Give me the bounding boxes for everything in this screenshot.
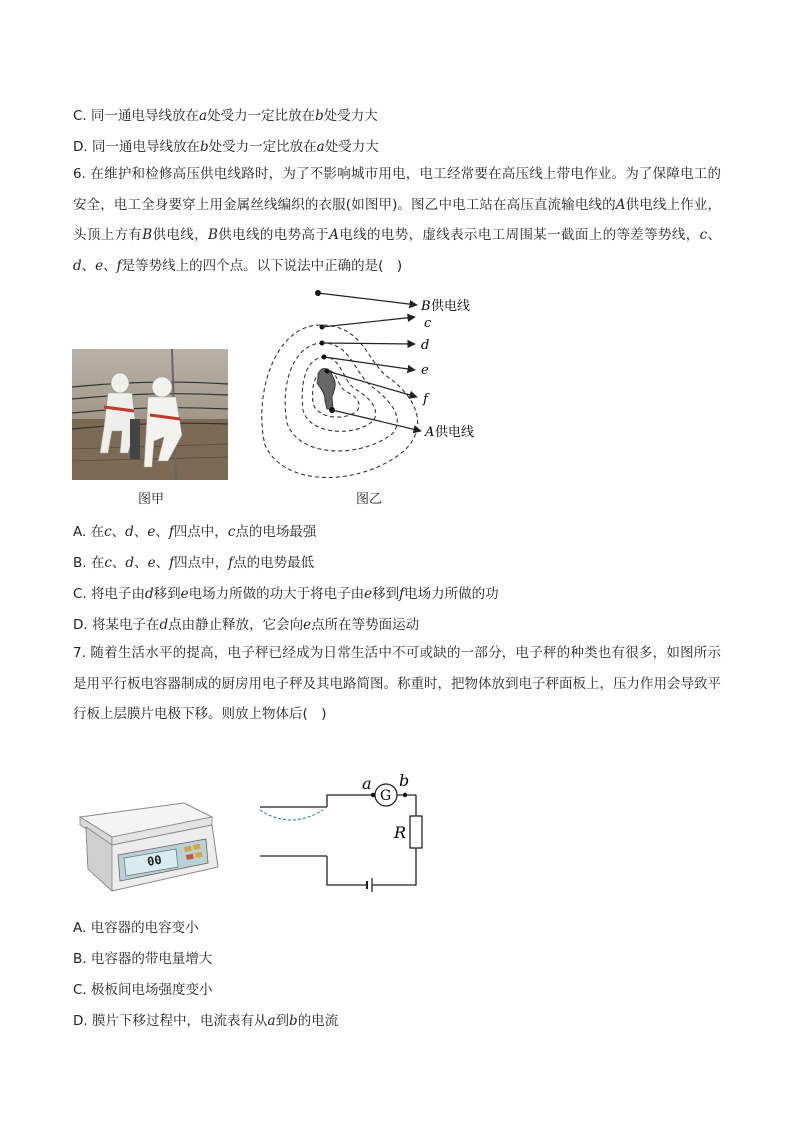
q7-option-d: D. 膜片下移过程中，电流表有从a到b的电流 [73,1013,339,1029]
label-a: a [362,774,372,793]
q6-stem: 6. 在维护和检修高压供电线路时，为了不影响城市用电，电工经常要在高压线上带电作业。为了保障电工的安全，电工全身要穿上用金属丝线编织的衣服(如图甲)。图乙中电工站在高压直流输电线的A供电线上作业，头顶上方有B供电线，B供电线的电势高于A电线的电势，虚线表示电工周围某一截面上的等差等势线，c、d、e、f是等势线上的四个点。以下说法中正确的是( ) [73,166,722,274]
resistor [410,816,422,848]
a-arrow [332,410,421,431]
d-label: d [421,338,430,353]
circuit-diagram [255,770,435,895]
q7-option-b: B. 电容器的带电量增大 [73,951,213,967]
q7-option-c: C. 极板间电场强度变小 [73,982,213,998]
galvanometer-label: G [380,788,392,804]
q5-option-d: D. 同一通电导线放在b处受力一定比放在a处受力大 [73,139,379,155]
q7-option-a: A. 电容器的电容变小 [73,920,199,936]
c-arrow [322,317,415,327]
q6-option-b: B. 在c、d、e、f四点中，f点的电势最低 [73,555,315,571]
q5-option-c: C. 同一通电导线放在a处受力一定比放在b处受力大 [73,108,378,124]
q6-option-d: D. 将某电子在d点由静止释放，它会向e点所在等势面运动 [73,617,420,633]
b-arrow [318,293,417,305]
equipotential-line-3 [302,357,375,431]
e-label: e [421,363,429,378]
fig-left-caption: 图甲 [138,492,165,507]
b-label-suffix: 供电线 [431,299,471,314]
q6-option-a: A. 在c、d、e、f四点中，c点的电场最强 [73,524,317,540]
scale-display-value: 00 [146,852,163,869]
equipotential-diagram [245,285,495,490]
kitchen-scale-illustration [72,795,222,895]
membrane-dashed-curve [260,810,323,820]
f-arrow [327,371,417,397]
equipotential-line-outer [262,325,418,478]
a-label-suffix: 供电线 [435,425,475,440]
lineworkers-photo [72,349,228,480]
worker-silhouette [317,368,335,409]
a-label: A [425,425,435,440]
b-label: B [421,299,431,314]
q7-stem: 7. 随着生活水平的提高，电子秤已经成为日常生活中不可或缺的一部分，电子秤的种类也有很多，如图所示是用平行板电容器制成的厨房用电子秤及其电路简图。称重时，把物体放到电子秤面板上，压力作用会导致平行板上层膜片电极下移。则放上物体后( ) [73,645,721,722]
c-label: c [424,316,432,331]
label-b: b [399,771,410,790]
fig-right-caption: 图乙 [356,492,383,507]
q6-option-c: C. 将电子由d移到e电场力所做的功大于将电子由e移到f电场力所做的功 [73,586,499,602]
label-r: R [394,823,407,842]
d-arrow [322,343,415,344]
f-label: f [423,392,428,407]
